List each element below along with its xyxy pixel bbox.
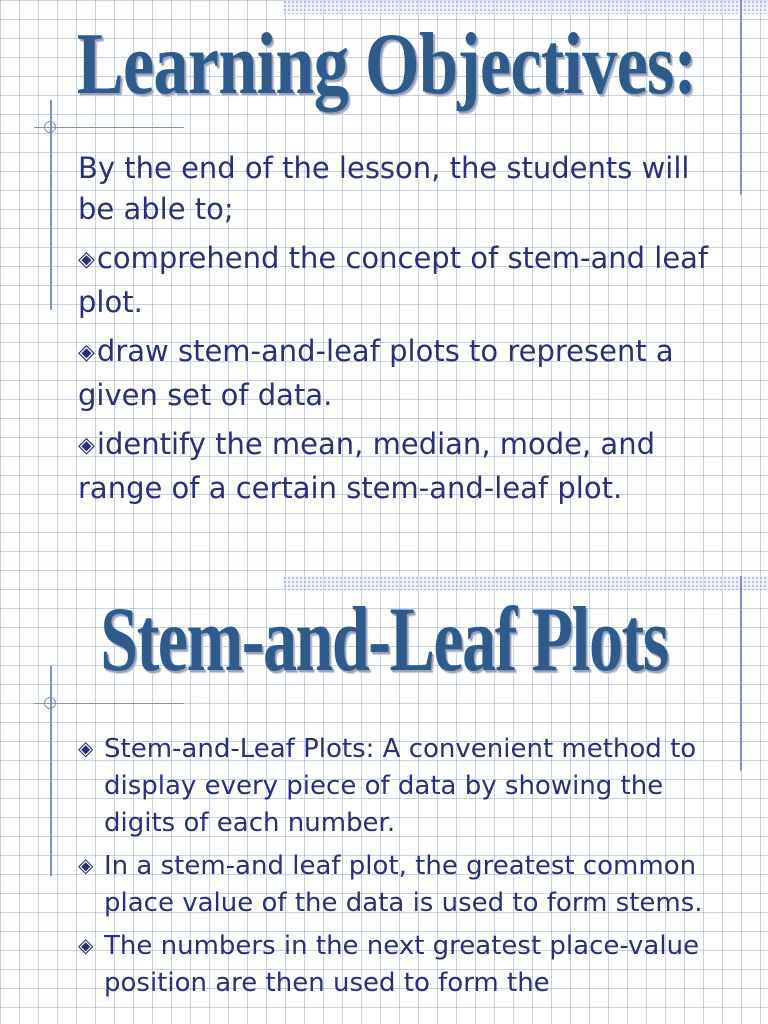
definition-item [78,731,718,842]
objective-item [78,424,728,509]
objective-text: comprehend the concept of stem-and leaf plot. [78,241,709,319]
slide-title: Learning Objectives: [76,16,697,113]
decor-right-line [740,576,742,771]
dotted-header-band [283,0,768,14]
definition-item [78,928,718,1002]
definition-text: Stem-and-Leaf Plots: A convenient method to display every piece of data by showing the digits of each number. [104,734,697,838]
decor-circle [44,121,56,133]
definition-text: The numbers in the next greatest place-value position are then used to form the [104,931,700,998]
objective-item [78,238,728,323]
diamond-bullet-icon: ◈ [78,433,95,458]
diamond-bullet-icon: ◈ [78,247,95,272]
objective-item [78,331,728,416]
intro-text: By the end of the lesson, the students will be able to; [78,151,690,226]
objective-text: identify the mean, median, mode, and range of a certain stem-and-leaf plot. [78,427,655,505]
decor-horizontal-line [34,127,184,128]
definition-item [78,848,718,922]
definition-body [78,731,718,1008]
diamond-bullet-icon: ◈ [78,933,94,957]
decor-circle [44,697,56,709]
decor-horizontal-line [34,703,184,704]
diamond-bullet-icon: ◈ [78,340,95,365]
objective-text: draw stem-and-leaf plots to represent a given set of data. [78,334,674,412]
definition-text: In a stem-and leaf plot, the greatest common place value of the data is used to form stems. [104,851,703,918]
slide-title: Stem-and-Leaf Plots [100,588,668,690]
diamond-bullet-icon: ◈ [78,736,94,760]
slide-stem-and-leaf [0,576,768,1024]
objectives-body [78,148,728,517]
decor-right-line [740,0,742,195]
diamond-bullet-icon: ◈ [78,853,94,877]
